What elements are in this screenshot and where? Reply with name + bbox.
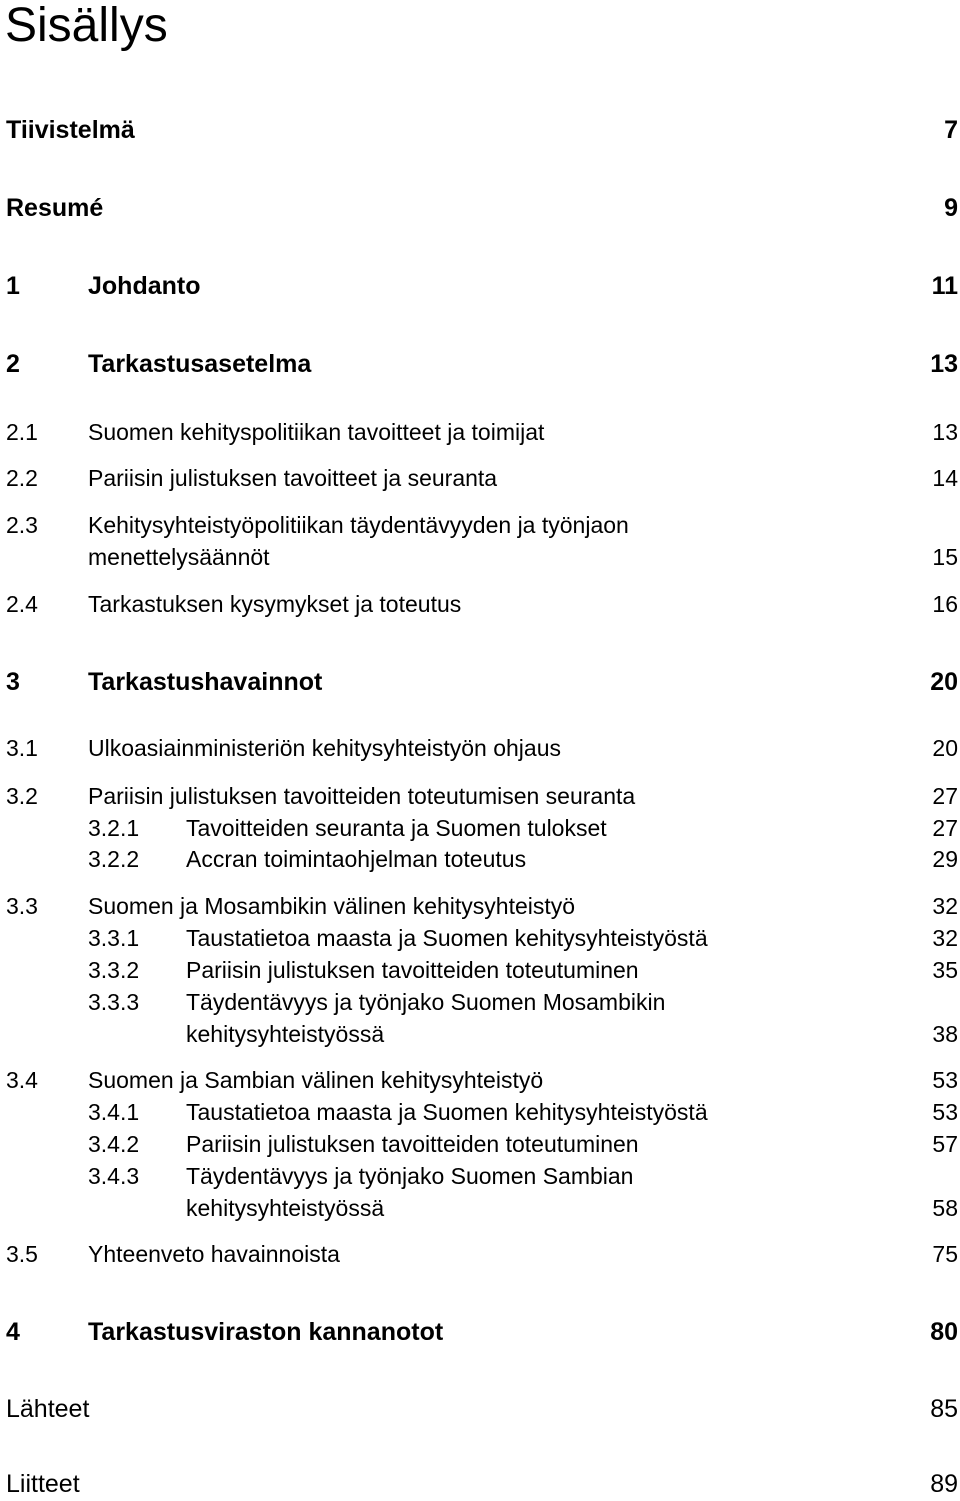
toc-entry[interactable] <box>0 780 958 812</box>
toc-entry[interactable] <box>0 1160 958 1192</box>
toc-number: 2.1 <box>6 419 38 445</box>
toc-page: 58 <box>932 1195 958 1221</box>
toc-number: 2.3 <box>6 512 38 538</box>
toc-page: 35 <box>932 957 958 983</box>
toc-label: Tiivistelmä <box>6 116 135 144</box>
toc-label: Tarkastusviraston kannanotot <box>88 1318 444 1346</box>
page-title: Sisällys <box>5 0 168 52</box>
toc-entry[interactable] <box>0 1316 958 1348</box>
toc-page: 57 <box>932 1131 958 1157</box>
toc-entry[interactable] <box>0 986 958 1018</box>
toc-label-continued: kehitysyhteistyössä <box>186 1195 385 1221</box>
toc-page: 38 <box>932 1021 958 1047</box>
toc-number: 3.3.3 <box>88 989 140 1015</box>
toc-page: 14 <box>932 465 958 491</box>
toc-entry[interactable] <box>0 192 958 224</box>
toc-page: 53 <box>932 1067 958 1093</box>
toc-entry[interactable] <box>0 732 958 764</box>
toc-number: 3.3.2 <box>88 957 140 983</box>
toc-label: Johdanto <box>88 272 201 300</box>
toc-entry[interactable] <box>0 890 958 922</box>
toc-label-continued: kehitysyhteistyössä <box>186 1021 385 1047</box>
toc-label: Pariisin julistuksen tavoitteiden toteutuminen <box>186 957 639 983</box>
toc-label: Taustatietoa maasta ja Suomen kehitysyhteistyöstä <box>186 1099 708 1125</box>
toc-page: 9 <box>944 194 958 222</box>
toc-entry-continuation[interactable] <box>0 541 958 573</box>
toc-page: 13 <box>930 350 958 378</box>
toc-entry[interactable] <box>0 270 958 302</box>
toc-label: Liitteet <box>6 1470 80 1498</box>
toc-number: 3 <box>6 668 20 696</box>
toc-page: 32 <box>932 893 958 919</box>
toc-label: Resumé <box>6 194 104 222</box>
toc-number: 3.3.1 <box>88 925 140 951</box>
toc-page: 20 <box>930 668 958 696</box>
toc-page: 27 <box>932 783 958 809</box>
toc-page: 53 <box>932 1099 958 1125</box>
toc-number: 3.4.1 <box>88 1099 140 1125</box>
toc-label: Tarkastushavainnot <box>88 668 323 696</box>
toc-entry[interactable] <box>0 348 958 380</box>
toc-page: 32 <box>932 925 958 951</box>
toc-entry[interactable] <box>0 462 958 494</box>
toc-entry[interactable] <box>0 416 958 448</box>
toc-label: Pariisin julistuksen tavoitteiden toteutuminen <box>186 1131 639 1157</box>
toc-page: 27 <box>932 815 958 841</box>
toc-label: Täydentävyys ja työnjako Suomen Sambian <box>186 1163 634 1189</box>
toc-label: Pariisin julistuksen tavoitteiden toteutumisen seuranta <box>88 783 636 809</box>
toc-page: 7 <box>944 116 958 144</box>
toc-entry[interactable] <box>0 1238 958 1270</box>
toc-label: Täydentävyys ja työnjako Suomen Mosambikin <box>186 989 666 1015</box>
toc-number: 3.4.2 <box>88 1131 140 1157</box>
toc-entry[interactable] <box>0 843 958 875</box>
toc-number: 3.2 <box>6 783 38 809</box>
toc-label: Lähteet <box>6 1395 90 1423</box>
toc-page: 29 <box>932 846 958 872</box>
toc-number: 2.4 <box>6 591 38 617</box>
toc-entry[interactable] <box>0 954 958 986</box>
toc-number: 3.4.3 <box>88 1163 140 1189</box>
toc-label: Taustatietoa maasta ja Suomen kehitysyhteistyöstä <box>186 925 708 951</box>
toc-entry[interactable] <box>0 1393 958 1425</box>
toc-number: 3.3 <box>6 893 38 919</box>
toc-entry[interactable] <box>0 1096 958 1128</box>
toc-number: 4 <box>6 1318 20 1346</box>
toc-number: 2.2 <box>6 465 38 491</box>
toc-label: Pariisin julistuksen tavoitteet ja seuranta <box>88 465 498 491</box>
toc-entry-continuation[interactable] <box>0 1192 958 1224</box>
toc-entry[interactable] <box>0 114 958 146</box>
toc-page: 20 <box>932 735 958 761</box>
toc-number: 3.4 <box>6 1067 38 1093</box>
toc-label-continued: menettelysäännöt <box>88 544 270 570</box>
toc-page: 13 <box>932 419 958 445</box>
toc-entry[interactable] <box>0 1128 958 1160</box>
toc-label: Tarkastusasetelma <box>88 350 312 378</box>
toc-page: 85 <box>930 1395 958 1423</box>
toc-entry-continuation[interactable] <box>0 1018 958 1050</box>
toc-label: Ulkoasiainministeriön kehitysyhteistyön ohjaus <box>88 735 562 761</box>
toc-entry[interactable] <box>0 1468 958 1500</box>
toc-entry[interactable] <box>0 812 958 844</box>
toc-label: Yhteenveto havainnoista <box>88 1241 340 1267</box>
toc-number: 2 <box>6 350 20 378</box>
toc-entry[interactable] <box>0 666 958 698</box>
toc-label: Accran toimintaohjelman toteutus <box>186 846 527 872</box>
toc-entry[interactable] <box>0 1064 958 1096</box>
toc-number: 3.1 <box>6 735 38 761</box>
toc-page: 80 <box>930 1318 958 1346</box>
toc-label: Tarkastuksen kysymykset ja toteutus <box>88 591 462 617</box>
toc-entry[interactable] <box>0 509 958 541</box>
toc-label: Kehitysyhteistyöpolitiikan täydentävyyden ja työnjaon <box>88 512 629 538</box>
toc-number: 3.2.1 <box>88 815 140 841</box>
toc-number: 3.2.2 <box>88 846 140 872</box>
toc-number: 3.5 <box>6 1241 38 1267</box>
toc-entry[interactable] <box>0 922 958 954</box>
toc-page: 75 <box>932 1241 958 1267</box>
toc-page: 16 <box>932 591 958 617</box>
toc-number: 1 <box>6 272 20 300</box>
toc-label: Suomen kehityspolitiikan tavoitteet ja toimijat <box>88 419 545 445</box>
toc-entry[interactable] <box>0 588 958 620</box>
toc-label: Suomen ja Mosambikin välinen kehitysyhteistyö <box>88 893 576 919</box>
toc-page: 15 <box>932 544 958 570</box>
toc-page: 11 <box>931 272 958 300</box>
toc-label: Suomen ja Sambian välinen kehitysyhteistyö <box>88 1067 544 1093</box>
toc-label: Tavoitteiden seuranta ja Suomen tulokset <box>186 815 607 841</box>
toc-page: 89 <box>930 1470 958 1498</box>
